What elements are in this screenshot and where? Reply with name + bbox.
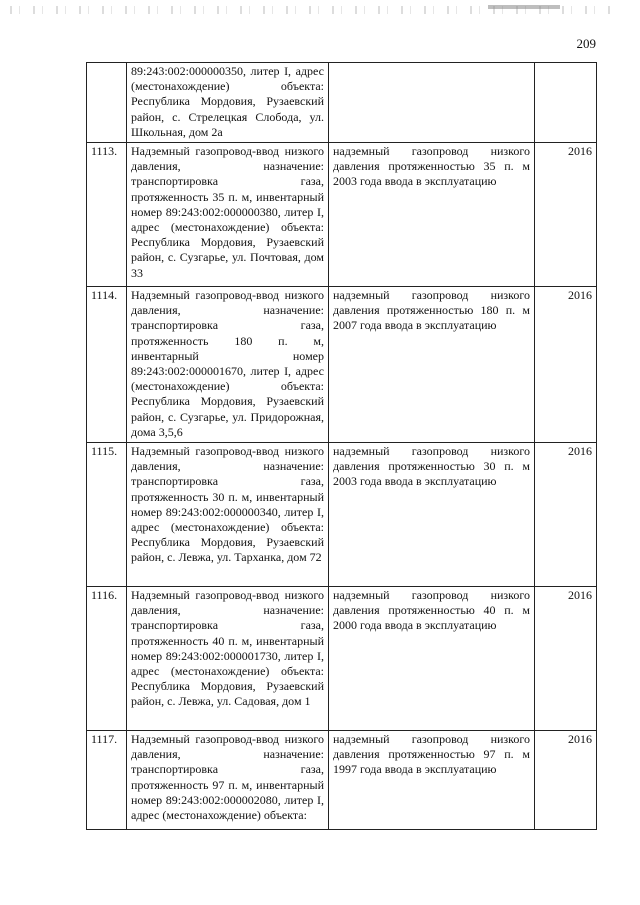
property-register-table [86,62,597,830]
table-row [87,731,597,830]
table-row [87,143,597,287]
object-cell: Надземный газопровод-ввод низкого давления, назначение: транспортировка газа, протяженность 40 п. м, инвентарный номер 89:243:002:000001730, литер I, адрес (местонахождение) объекта: Республика Мордовия, Рузаевский район, с. Левжа, ул. Садовая, дом 1 [127,587,329,731]
year-cell: 2016 [535,731,597,830]
row-number: 1116. [87,587,127,731]
object-cell: Надземный газопровод-ввод низкого давления, назначение: транспортировка газа, протяженность 97 п. м, инвентарный номер 89:243:002:000002080, литер I, адрес (местонахождение) объекта: [127,731,329,830]
description-cell [329,63,535,143]
description-cell: надземный газопровод низкого давления протяженностью 30 п. м 2003 года ввода в эксплуатацию [329,443,535,587]
year-cell [535,63,597,143]
table-row [87,63,597,143]
description-cell: надземный газопровод низкого давления протяженностью 40 п. м 2000 года ввода в эксплуатацию [329,587,535,731]
year-cell: 2016 [535,443,597,587]
object-cell: 89:243:002:000000350, литер I, адрес (местонахождение) объекта: Республика Мордовия, Рузаевский район, с. Стрелецкая Слобода, ул. Школьная, дом 2а [127,63,329,143]
table-row [87,587,597,731]
year-cell: 2016 [535,587,597,731]
year-cell: 2016 [535,287,597,443]
object-cell: Надземный газопровод-ввод низкого давления, назначение: транспортировка газа, протяженность 35 п. м, инвентарный номер 89:243:002:000000380, литер I, адрес (местонахождение) объекта: Республика Мордовия, Рузаевский район, с. Сузгарье, ул. Почтовая, дом 33 [127,143,329,287]
table-row [87,443,597,587]
description-cell: надземный газопровод низкого давления протяженностью 35 п. м 2003 года ввода в эксплуатацию [329,143,535,287]
description-cell: надземный газопровод низкого давления протяженностью 180 п. м 2007 года ввода в эксплуатацию [329,287,535,443]
row-number: 1115. [87,443,127,587]
row-number: 1114. [87,287,127,443]
scan-artifact-mark [488,5,560,9]
description-cell: надземный газопровод низкого давления протяженностью 97 п. м 1997 года ввода в эксплуатацию [329,731,535,830]
table-row [87,287,597,443]
row-number: 1117. [87,731,127,830]
page-number: 209 [576,36,596,51]
row-number: 1113. [87,143,127,287]
object-cell: Надземный газопровод-ввод низкого давления, назначение: транспортировка газа, протяженность 30 п. м, инвентарный номер 89:243:002:000000340, литер I, адрес (местонахождение) объекта: Республика Мордовия, Рузаевский район, с. Левжа, ул. Тарханка, дом 72 [127,443,329,587]
row-number [87,63,127,143]
year-cell: 2016 [535,143,597,287]
object-cell: Надземный газопровод-ввод низкого давления, назначение: транспортировка газа, протяженность 180 п. м, инвентарный номер 89:243:002:000001670, литер I, адрес (местонахождение) объекта: Республика Мордовия, Рузаевский район, с. Сузгарье, ул. Придорожная, дома 3,5,6 [127,287,329,443]
